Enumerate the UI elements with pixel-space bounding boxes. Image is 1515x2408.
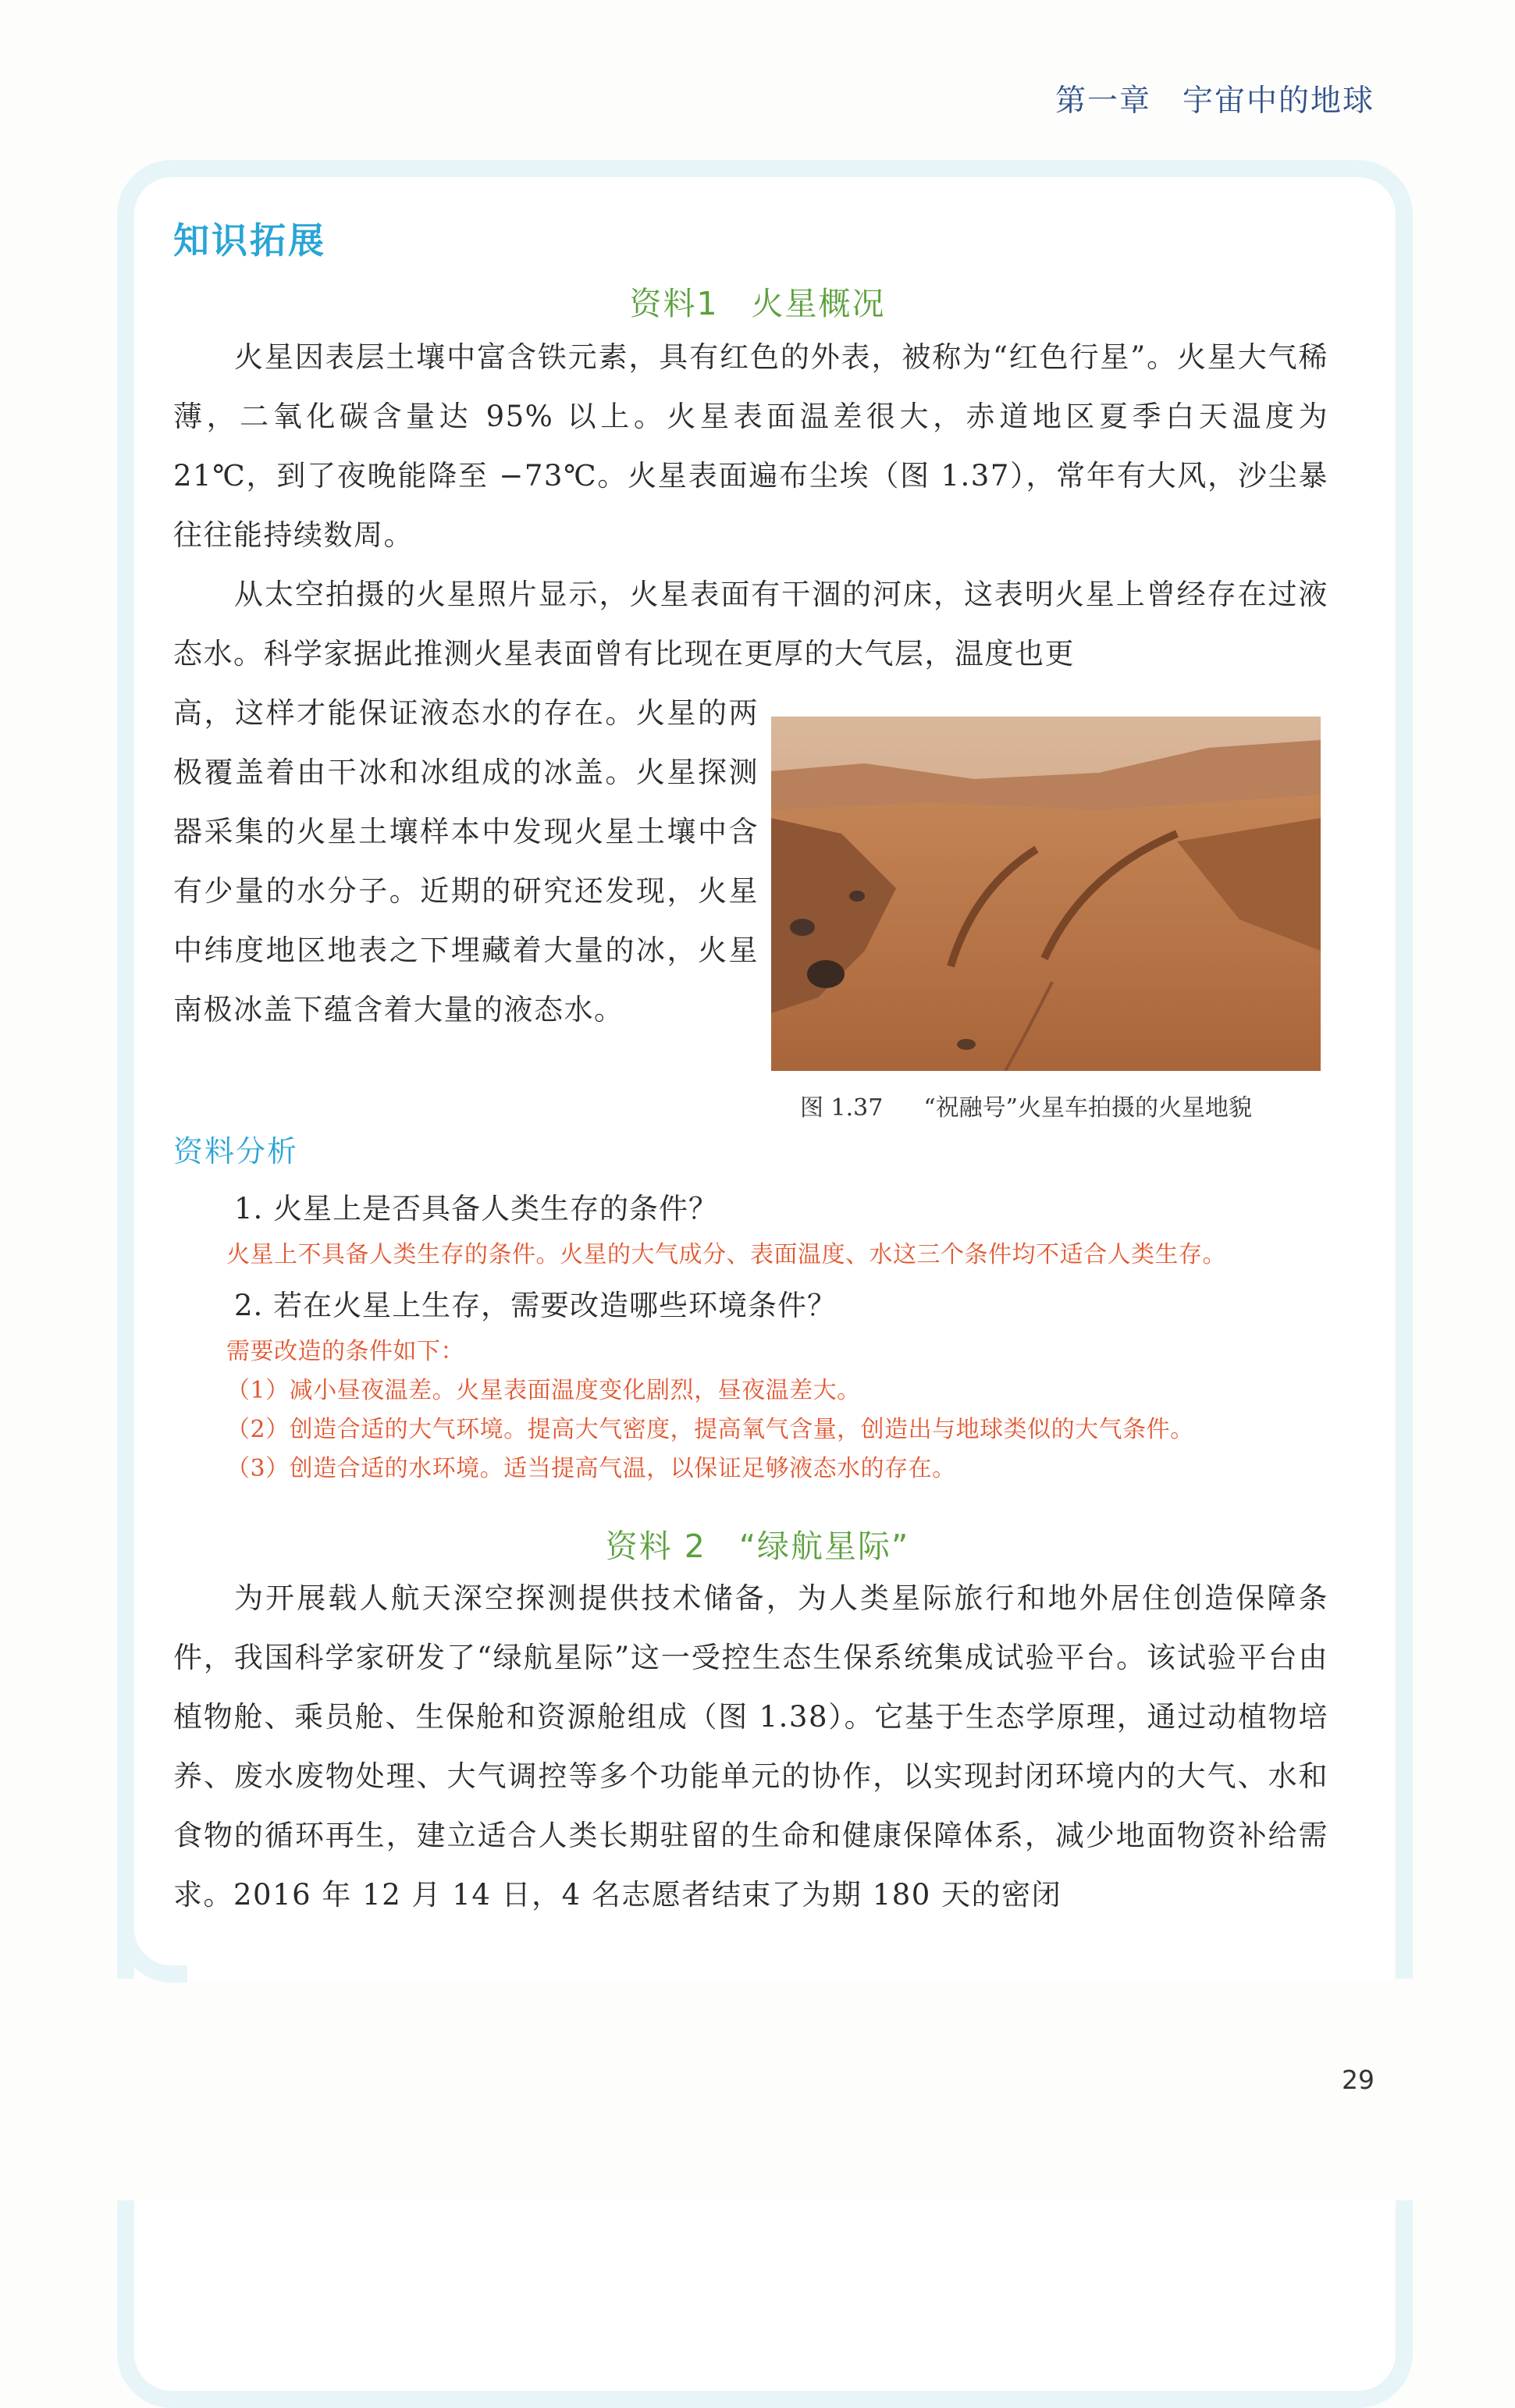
analysis-answer-2-item: （3）创造合适的水环境。适当提高气温，以保证足够液态水的存在。	[226, 1455, 956, 1482]
analysis-question-2: 2. 若在火星上生存，需要改造哪些环境条件？	[234, 1289, 838, 1322]
figure-caption-text: “祝融号”火星车拍摄的火星地貌	[923, 1094, 1253, 1122]
section-title: 知识拓展	[173, 219, 326, 261]
material1-paragraph1: 火星因表层土壤中富含铁元素，具有红色的外表，被称为“红色行星”。火星大气稀薄，二氧化碳含量达 95% 以上。火星表面温差很大，赤道地区夏季白天温度为 21℃，到了夜晚能降至 −73℃。火星表面遍布尘埃（图 1.37），常年有大风，沙尘暴往往能持续数周。	[173, 340, 1328, 552]
analysis-question-1: 1. 火星上是否具备人类生存的条件？	[234, 1192, 719, 1225]
material2-title: “绿航星际”	[738, 1528, 910, 1565]
figure-caption	[800, 1088, 1252, 1122]
running-header	[1055, 76, 1375, 120]
analysis-answer-2-item: （2）创造合适的大气环境。提高大气密度，提高氧气含量，创造出与地球类似的大气条件。	[226, 1416, 1194, 1443]
material2-label: 资料 2	[605, 1528, 706, 1565]
material2-heading	[0, 1521, 1515, 1567]
material2-paragraph: 为开展载人航天深空探测提供技术储备，为人类星际旅行和地外居住创造保障条件，我国科学家研发了“绿航星际”这一受控生态生保系统集成试验平台。该试验平台由植物舱、乘员舱、生保舱和资源舱组成（图 1.38）。它基于生态学原理，通过动植物培养、废水废物处理、大气调控等多个功能单元的协作，以实现封闭环境内的大气、水和食物的循环再生，建立适合人类长期驻留的生命和健康保障体系，减少地面物资补给需求。2016 年 12 月 14 日，4 名志愿者结束了为期 180 天的密闭	[173, 1581, 1328, 1912]
page-bottom-margin	[0, 1979, 1515, 2200]
chapter-title: 宇宙中的地球	[1182, 84, 1375, 119]
page-number: 29	[1342, 2065, 1375, 2095]
analysis-answer-2-item: （1）减小昼夜温差。火星表面温度变化剧烈，昼夜温差大。	[226, 1377, 861, 1404]
material1-heading	[0, 278, 1515, 324]
material1-title: 火星概况	[751, 285, 886, 322]
chapter-number: 第一章	[1054, 84, 1151, 119]
mars-terrain-photo	[771, 717, 1321, 1071]
analysis-heading: 资料分析	[173, 1134, 299, 1168]
figure-number: 图 1.37	[800, 1094, 884, 1122]
analysis-answer-1: 火星上不具备人类生存的条件。火星的大气成分、表面温度、水这三个条件均不适合人类生存。	[226, 1241, 1226, 1268]
analysis-answer-2-intro: 需要改造的条件如下：	[226, 1338, 464, 1365]
material1-label: 资料1	[629, 285, 719, 322]
material1-paragraph2-full: 从太空拍摄的火星照片显示，火星表面有干涸的河床，这表明火星上曾经存在过液态水。科学家据此推测火星表面曾有比现在更厚的大气层，温度也更	[173, 578, 1328, 670]
material1-paragraph2-wrapped: 高，这样才能保证液态水的存在。火星的两极覆盖着由干冰和冰组成的冰盖。火星探测器采集的火星土壤样本中发现火星土壤中含有少量的水分子。近期的研究还发现，火星中纬度地区地表之下埋藏着大量的冰，火星南极冰盖下蕴含着大量的液态水。	[173, 696, 759, 1026]
